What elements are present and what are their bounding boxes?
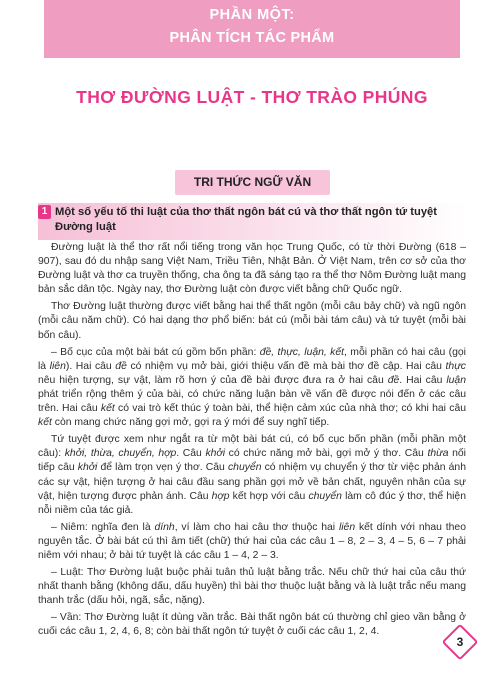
italic-term: dính [154, 521, 175, 533]
body-paragraph [38, 346, 466, 431]
body-paragraph [38, 566, 466, 608]
chapter-title: THƠ ĐƯỜNG LUẬT - THƠ TRÀO PHÚNG [76, 87, 428, 107]
text-run: có chức năng mở bài, gợi mở ý thơ. Câu [225, 448, 428, 460]
text-run: để làm trọn vẹn ý thơ. Câu [97, 462, 228, 474]
text-run: nêu hiện tượng, sự vật, làm rõ hơn ý của đề bài được đưa ra ở hai câu [38, 374, 388, 386]
page-number: 3 [456, 635, 464, 649]
italic-term: hợp [211, 490, 230, 502]
italic-term: chuyển [308, 490, 342, 502]
italic-term: đề, thực, luận, kết [259, 346, 345, 358]
text-run: – Luật: Thơ Đường luật buộc phải tuân thủ luật bằng trắc. Nếu chữ thứ hai của câu thứ nhất thanh bằng (không dấu, dấu huyền) thì bài thơ thuộc luật bằng và là luật trắc nếu mang thanh trắc (dấu hỏi, ngã, sắc, nặng). [38, 567, 466, 607]
text-run: có nhiệm vụ chuyển ý thơ từ việc phản ánh các sự vật, hiện tượng ở hai câu đầu sang phần gợi mở về bản chất, nguyên nhân của sự vật, hiện tượng được phản ánh. Câu [38, 462, 466, 502]
topic-heading-text: Một số yếu tố thi luật của thơ thất ngôn bát cú và thơ thất ngôn tứ tuyệt Đường luật [55, 206, 437, 233]
body-paragraph [38, 521, 466, 563]
text-run: làm cô đúc ý thơ, thể hiện nỗi niềm của tác giả. [38, 490, 466, 516]
italic-term: đề [387, 374, 400, 386]
text-run: , mỗi phần có hai câu (gọi là [38, 346, 466, 372]
topic-number-badge: 1 [38, 205, 51, 219]
italic-term: khởi, thừa, chuyển, hợp [64, 448, 177, 460]
italic-term: khởi [77, 462, 98, 474]
italic-term: đề [115, 360, 127, 372]
text-run: . Câu [176, 448, 206, 460]
part-banner [44, 0, 460, 58]
body-paragraph [38, 300, 466, 342]
body-paragraph [38, 241, 466, 297]
text-run: kết dính với nhau theo nguyên tắc. Ở bài bát cú thì âm tiết (chữ) thứ hai của các câu 1 – 8, 2 – 3, 4 – 5, 6 – 7 phải niêm với nhau; ở bài tứ tuyệt là các câu 1 – 4, 2 – 3. [38, 521, 466, 561]
text-run: kết hợp với câu [229, 490, 309, 502]
italic-term: luận [446, 374, 466, 386]
part-title: PHÂN TÍCH TÁC PHẨM [169, 30, 335, 46]
text-run: Thơ Đường luật thường được viết bằng hai thể thất ngôn (mỗi câu bảy chữ) và ngũ ngôn (mỗi câu năm chữ). Có hai dạng thơ phổ biến: bát cú (mỗi bài tám câu) và tứ tuyệt (mỗi bài bốn câu). [38, 301, 466, 341]
text-run: có nhiệm vụ mở bài, giới thiệu vấn đề mà bài thơ đề cập. Hai câu [126, 360, 446, 372]
italic-term: kết [100, 403, 115, 415]
text-run: – Bố cục của một bài bát cú gồm bốn phần: [51, 346, 260, 358]
text-run: Tứ tuyệt được xem như ngắt ra từ một bài bát cú, có bố cục bốn phần (mỗi phần một câu): [38, 434, 466, 460]
text-run: còn mang chức năng gợi mở, gợi ra ý mới để suy nghĩ tiếp. [51, 417, 330, 429]
italic-term: thực [445, 360, 466, 372]
text-run: ). Hai câu [65, 360, 116, 372]
text-run: nối tiếp câu [38, 448, 466, 474]
text-run: – Niêm: nghĩa đen là [51, 521, 155, 533]
italic-term: liên [49, 360, 66, 372]
italic-term: liên [338, 521, 356, 533]
part-label: PHẦN MỘT: [209, 7, 295, 23]
italic-term: chuyển [227, 462, 262, 474]
body-paragraph [38, 611, 466, 639]
section-heading: TRI THỨC NGỮ VĂN [175, 170, 330, 195]
text-run: – Vần: Thơ Đường luật ít dùng vần trắc. Bài thất ngôn bát cú thường chỉ gieo vần bằng ở cuối các câu 1, 2, 4, 6, 8; còn bài thất ngôn tứ tuyệt ở cuối các câu 1, 2, 4. [38, 612, 466, 638]
text-run: có vai trò kết thúc ý toàn bài, thể hiện cảm xúc của nhà thơ; có khi hai câu [114, 403, 467, 415]
text-run: , ví làm cho hai câu thơ thuộc hai [174, 521, 339, 533]
body-paragraph [38, 433, 466, 518]
text-run: phát triển rộng thêm ý của bài, có chức năng luận bàn về vấn đề được nói đến ở các câu trên. Hai câu [38, 388, 466, 415]
text-run: Đường luật là thể thơ rất nổi tiếng trong văn học Trung Quốc, có từ thời Đường (618 – 907), sau đó du nhập sang Việt Nam, Triều Tiên, Nhật Bản. Ở Việt Nam, trên cơ sở của thơ Đường luật và thơ ca truyền thống, cha ông ta đã sáng tạo ra thể thơ Nôm Đường luật mang bản sắc dân tộc. Ngày nay, thơ Đường luật còn được viết bằng chữ Quốc ngữ. [38, 242, 466, 296]
italic-term: kết [38, 417, 52, 429]
body-text [38, 241, 466, 643]
text-run: . Hai câu [399, 374, 447, 386]
italic-term: khởi [205, 448, 226, 460]
italic-term: thừa [427, 448, 449, 460]
